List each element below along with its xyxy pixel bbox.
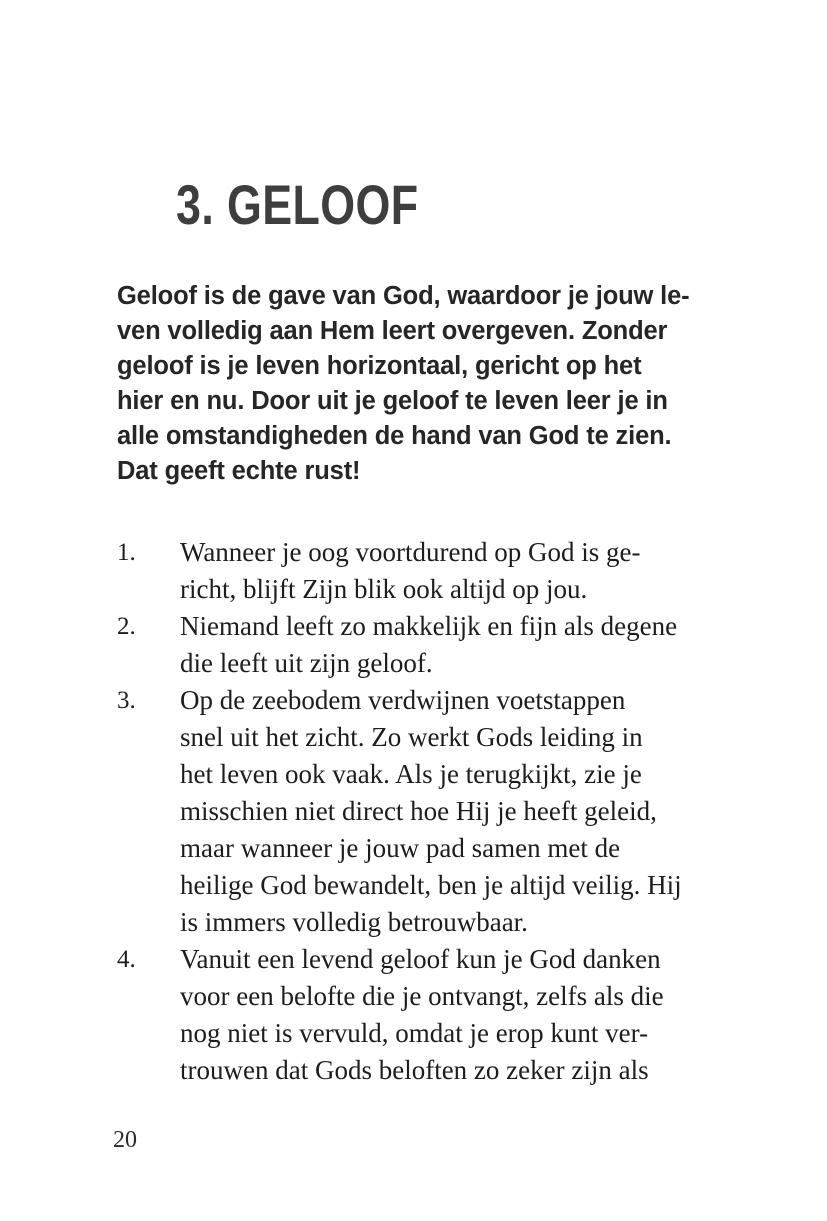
list-item-line: Op de zeebodem verdwijnen voetstappen: [180, 685, 626, 715]
list-item-line: is immers volledig betrouwbaar.: [180, 907, 528, 937]
lead-line: hier en nu. Door uit je geloof te leven leer je in: [117, 387, 668, 415]
list-item-line: voor een belofte die je ontvangt, zelfs als die: [180, 981, 664, 1011]
list-item-line: heilige God bewandelt, ben je altijd veilig. Hij: [180, 870, 682, 900]
lead-line: geloof is je leven horizontaal, gericht op het: [117, 352, 642, 380]
list-item-line: richt, blijft Zijn blik ook altijd op jou.: [180, 574, 588, 604]
list-item-body: [180, 682, 727, 941]
list-item-line: misschien niet direct hoe Hij je heeft geleid,: [180, 796, 657, 826]
list-item-body: [180, 608, 727, 682]
list-item-line: snel uit het zicht. Zo werkt Gods leiding in: [180, 722, 643, 752]
list-item-line: het leven ook vaak. Als je terugkijkt, zie je: [180, 759, 642, 789]
lead-line: ven volledig aan Hem leert overgeven. Zonder: [117, 317, 668, 345]
list-item: [117, 608, 727, 682]
list-item: [117, 682, 727, 941]
list-item-number: 4.: [117, 946, 136, 973]
list-item-body: [180, 941, 727, 1089]
list-item: [117, 534, 727, 608]
lead-line: alle omstandigheden de hand van God te zien.: [117, 422, 672, 450]
list-item-line: Wanneer je oog voortdurend op God is ge-: [180, 537, 641, 567]
list-item-number: 3.: [117, 687, 136, 714]
numbered-list: [117, 534, 727, 1089]
list-item-line: Vanuit een levend geloof kun je God danken: [180, 944, 661, 974]
lead-line: Geloof is de gave van God, waardoor je jouw le-: [117, 282, 690, 310]
list-item-line: die leeft uit zijn geloof.: [180, 648, 433, 678]
list-item-number: 2.: [117, 613, 136, 640]
list-item-line: nog niet is vervuld, omdat je erop kunt ver-: [180, 1018, 649, 1048]
lead-line: Dat geeft echte rust!: [117, 457, 361, 485]
page-title: 3. GELOOF: [176, 172, 419, 236]
list-item-body: [180, 534, 727, 608]
list-item-number: 1.: [117, 539, 136, 566]
page-number: 20: [113, 1127, 137, 1153]
list-item: [117, 941, 727, 1089]
list-item-line: maar wanneer je jouw pad samen met de: [180, 833, 621, 863]
lead-paragraph: [117, 279, 725, 489]
list-item-line: trouwen dat Gods beloften zo zeker zijn als: [180, 1055, 649, 1085]
list-item-line: Niemand leeft zo makkelijk en fijn als degene: [180, 611, 678, 641]
